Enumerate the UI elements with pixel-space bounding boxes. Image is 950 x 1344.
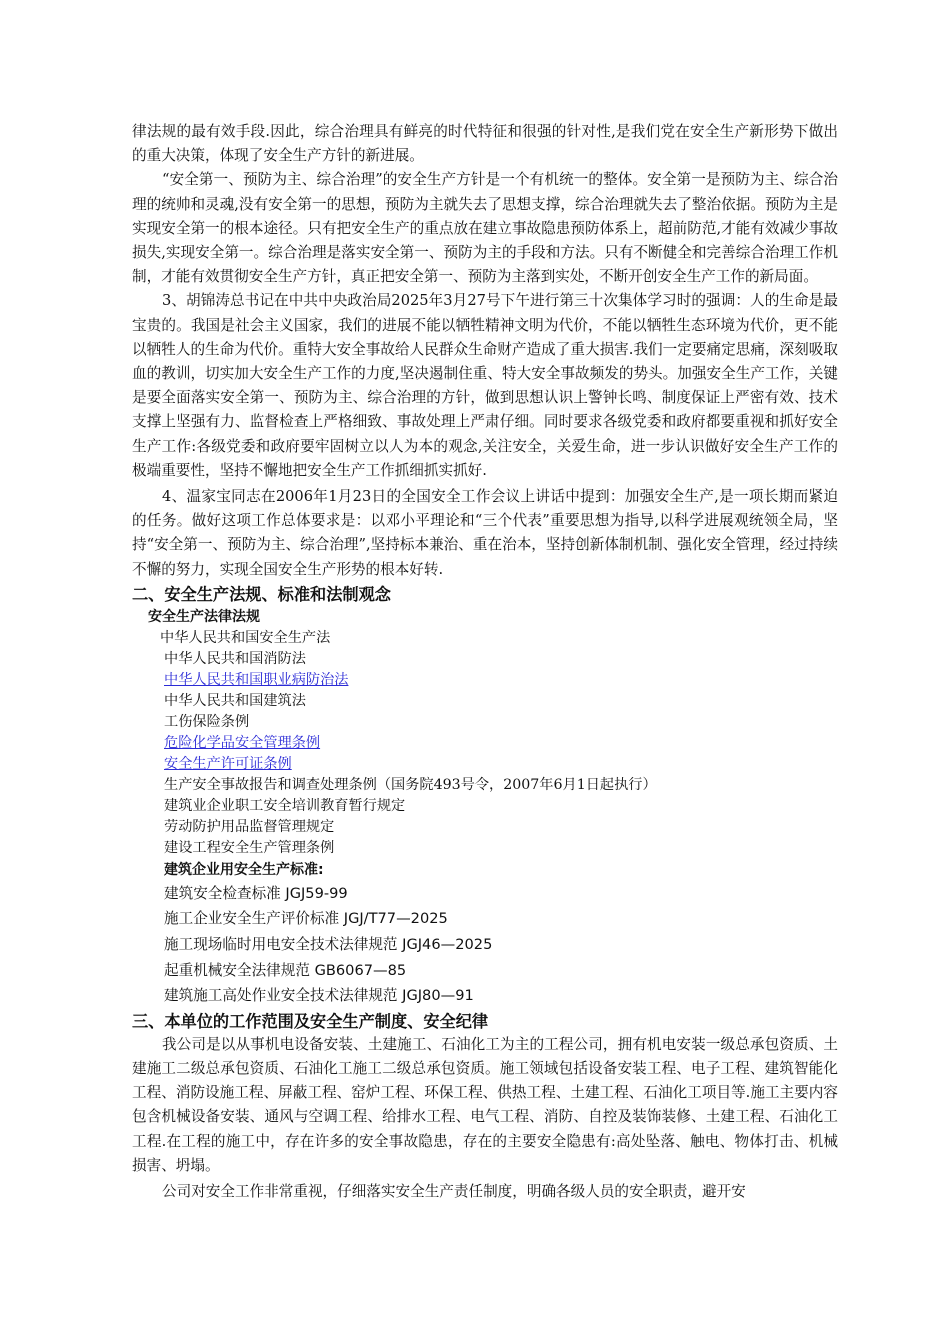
- standard-code: JGJ/T77—2025: [343, 910, 448, 928]
- law-link[interactable]: 中华人民共和国职业病防治法: [164, 671, 349, 688]
- paragraph-1: 律法规的最有效手段.因此，综合治理具有鲜亮的时代特征和很强的针对性,是我们党在安全生产新形势下做出的重大决策，体现了安全生产方针的新进展。: [132, 123, 838, 165]
- paragraph-2: “安全第一、预防为主、综合治理”的安全生产方针是一个有机统一的整体。安全第一是预防为主、综合治理的统帅和灵魂,没有安全第一的思想，预防为主就失去了思想支撑，综合治理就失去了整治依据。预防为主是实现安全第一的根本途径。只有把安全生产的重点放在建立事故隐患预防体系上，超前防范,才能有效减少事故损失,实现安全第一。综合治理是落实安全第一、预防为主的手段和方法。只有不断健全和完善综合治理工作机制，才能有效贯彻安全生产方针，真正把安全第一、预防为主落到实处，不断开创安全生产工作的新局面。: [132, 171, 838, 286]
- paragraph-safety: 公司对安全工作非常重视，仔细落实安全生产责任制度，明确各级人员的安全职责，避开安: [162, 1183, 746, 1201]
- law-item-link[interactable]: [132, 733, 838, 754]
- standard-name: 起重机械安全法律规范: [164, 961, 315, 979]
- law-item: 工伤保险条例: [164, 713, 250, 730]
- standards-title: 建筑企业用安全生产标准:: [164, 861, 324, 878]
- standard-item: [132, 881, 838, 907]
- section-3-heading: 三、本单位的工作范围及安全生产制度、安全纪律: [132, 1011, 489, 1031]
- law-link[interactable]: 安全生产许可证条例: [164, 755, 292, 772]
- law-item-link[interactable]: [132, 670, 838, 691]
- standard-code: JGJ59-99: [285, 884, 348, 902]
- section-2-heading: 二、安全生产法规、标准和法制观念: [132, 584, 391, 604]
- standard-name: 建筑安全检查标准: [164, 884, 286, 902]
- standard-item: [132, 958, 838, 984]
- standard-code: GB6067—85: [314, 961, 407, 979]
- standard-item: [132, 932, 838, 958]
- standard-code: JGJ46—2025: [402, 936, 493, 954]
- paragraph-3: 3、胡锦涛总书记在中共中央政治局2025年3月27号下午进行第三十次集体学习时的强调：人的生命是最宝贵的。我国是社会主义国家，我们的进展不能以牺牲精神文明为代价，不能以牺牲生态环境为代价，更不能以牺牲人的生命为代价。重特大安全事故给人民群众生命财产造成了重大损害.我们一定要痛定思痛，深刻吸取血的教训，切实加大安全生产工作的力度,坚决遏制住重、特大安全事故频发的势头。加强安全生产工作，关键是要全面落实安全第一、预防为主、综合治理的方针，做到思想认识上警钟长鸣、制度保证上严密有效、技术支撑上坚强有力、监督检查上严格细致、事故处理上严肃仔细。同时要求各级党委和政府都要重视和抓好安全生产工作:各级党委和政府要牢固树立以人为本的观念,关注安全，关爱生命，进一步认识做好安全生产工作的极端重要性，坚持不懈地把安全生产工作抓细抓实抓好.: [132, 292, 838, 479]
- document-body: [132, 120, 838, 1204]
- paragraph-4: 4、温家宝同志在2006年1月23日的全国安全工作会议上讲话中提到：加强安全生产,是一项长期而紧迫的任务。做好这项工作总体要求是：以邓小平理论和“三个代表”重要思想为指导,以科学进展观统领全局，坚持“安全第一、预防为主、综合治理”,坚持标本兼治、重在治本，坚持创新体制机制、强化安全管理，经过持续不懈的努力，实现全国安全生产形势的根本好转.: [132, 488, 838, 578]
- law-item: 劳动防护用品监督管理规定: [164, 818, 335, 835]
- law-item: 生产安全事故报告和调查处理条例（国务院493号令，2007年6月1日起执行）: [164, 776, 657, 793]
- standard-code: JGJ80—91: [402, 987, 474, 1005]
- law-item-link[interactable]: [132, 754, 838, 775]
- law-item: 中华人民共和国消防法: [164, 650, 306, 667]
- standard-name: 建筑施工高处作业安全技术法律规范: [164, 987, 403, 1005]
- law-item: 中华人民共和国建筑法: [164, 692, 306, 709]
- standards-list: [132, 881, 838, 1009]
- law-item: 建设工程安全生产管理条例: [164, 839, 335, 856]
- standard-name: 施工现场临时用电安全技术法律规范: [164, 936, 403, 954]
- standard-item: [132, 983, 838, 1009]
- law-item: 建筑业企业职工安全培训教育暂行规定: [164, 797, 406, 814]
- law-item: 中华人民共和国安全生产法: [160, 629, 331, 646]
- law-link[interactable]: 危险化学品安全管理条例: [164, 734, 321, 751]
- standard-name: 施工企业安全生产评价标准: [164, 910, 344, 928]
- paragraph-company: 我公司是以从事机电设备安装、土建施工、石油化工为主的工程公司，拥有机电安装一级总承包资质、土建施工二级总承包资质、石油化工施工二级总承包资质。施工领域包括设备安装工程、电子工程、建筑智能化工程、消防设施工程、屏蔽工程、窑炉工程、环保工程、供热工程、土建工程、石油化工项目等.施工主要内容包含机械设备安装、通风与空调工程、给排水工程、电气工程、消防、自控及装饰装修、土建工程、石油化工工程.在工程的施工中，存在许多的安全事故隐患，存在的主要安全隐患有:高处坠落、触电、物体打击、机械损害、坍塌。: [132, 1035, 838, 1174]
- laws-subheading: 安全生产法律法规: [148, 608, 260, 625]
- standard-item: [132, 906, 838, 932]
- law-list: [132, 628, 838, 859]
